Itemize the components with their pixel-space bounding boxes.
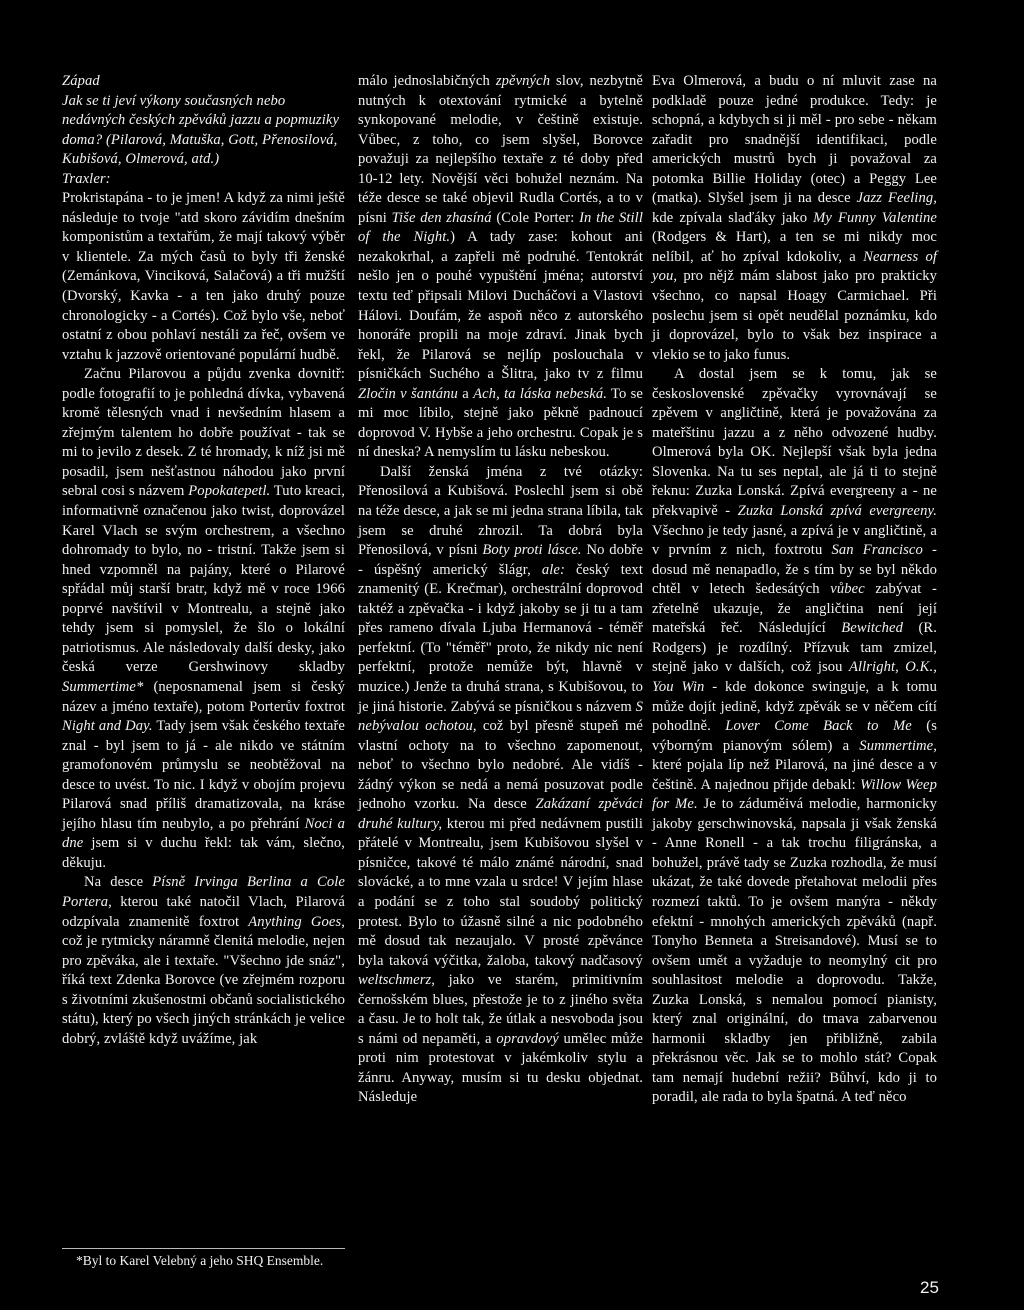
emphasis: weltschmerz,	[358, 972, 435, 989]
text-run: - dosud mě nenapadlo, že s tím by se byl někdo chtěl v letech šedesátých	[652, 542, 937, 598]
text-column-3	[652, 72, 937, 1108]
answer-paragraph	[62, 873, 345, 1049]
text-run: málo jednoslabičných	[358, 73, 496, 89]
text-run: To se mi moc líbilo, stejně jako pěkně padnoucí doprovod V. Hybše a jeho orchestru. Copak je s ní dneska? A nemyslím tu lásku nebeskou.	[358, 385, 644, 461]
text-run: pro nějž mám slabost jako pro prakticky všechno, co napsal Hoagy Carmichael. Při poslechu jsem si opět neudělal poznámku, kdo ji doprovázel, bylo to však bez inspirace a vlekio se to jako funus.	[652, 268, 937, 363]
album-title: Zakázaní zpěváci druhé kultury,	[358, 796, 643, 832]
text-run: ) A tady zase: kohout ani nezakokrhal, a zapřeli mě podruhé. Tentokrát nešlo jen o pouhé vypuštění jména; autorství textu teď připsali Milovi Ducháčovi a Vlastovi Hálovi. Doufám, že aspoň něco z autorského honoráře propili na moje zdraví. Jinak bych řekl, že Pilarová se nejlíp poslouchala v písničkách Suchého a Šlitra, jako tv z filmu	[358, 229, 643, 383]
text-column-1	[62, 72, 345, 1049]
text-run: což je rytmicky náramně členitá melodie, nejen pro zpěváka, ale i textaře. "Všechno jde snáz", říká text Zdenka Borovce (ve zřejmém rozporu s životními zkušenostmi občanů socialistického státu), který po všech jiných stránkách je velice dobrý, zvláště když uvážíme, jak	[62, 933, 345, 1047]
song-title: Boty proti lásce.	[482, 542, 582, 559]
text-column-2	[358, 72, 643, 1108]
text-run: český text znamenitý (E. Krečmar), orchestrální doprovod taktéž a zpěvačka - i když jakoby se ji tu a tam přes rameno dívala Ljuba Hermanová - téměř perfektní. (To "téměř" proto, že nikdy nic není perfektní, protože nemůže být, hlavně v muzice.) Jenže ta druhá strana, s Kubišovou, to je jiná historie. Zabývá se písničkou s názvem	[358, 561, 643, 715]
song-title: San Francisco	[831, 542, 923, 559]
text-run: umělec může proti nim protestovat v jakémkoliv stylu a žánru. Anyway, musím si tu desku objednat. Následuje	[358, 1030, 643, 1106]
emphasis: opravdový	[496, 1030, 559, 1047]
text-run: jsem si v duchu řekl: tak vám, slečno, děkuju.	[62, 835, 345, 871]
emphasis: vůbec	[830, 581, 865, 598]
song-title: Allright, O.K., You Win	[652, 659, 937, 695]
footnote-divider	[62, 1248, 345, 1249]
film-title: Zločin v šantánu	[358, 385, 458, 402]
answer-paragraph	[652, 72, 937, 365]
text-run: (neposnamenal jsem si český název a jméno textaře), potom Porterův foxtrot	[62, 678, 345, 715]
song-title: Anything Goes,	[248, 913, 345, 930]
text-run: kterou také natočil Vlach, Pilarová odzpívala znamenitě foxtrot	[62, 893, 345, 930]
song-title: Summertime,	[859, 737, 937, 754]
song-title: Popokatepetl.	[188, 483, 271, 500]
text-run: Začnu Pilarovou a půjdu zvenka dovnitř: podle fotografií to je pohledná dívka, vybavená kromě tělesných vnad i nevšedním hlasem a zřejmým talentem ho dobře používat - tak se mi to jevilo z desek. Z té hromady, k níž jsi mě posadil, jsem nešťastnou náhodou jako první sebral cosi s názvem	[62, 366, 345, 500]
interview-question: Jak se ti jeví výkony současných nebo nedávných českých zpěváků jazzu a popmuziky doma? (Pilarová, Matuška, Gott, Přenosilová, Kubišová, Olmerová, atd.)	[62, 92, 340, 168]
answer-paragraph	[358, 72, 643, 463]
text-run: - kde dokonce swinguje, a k tomu může dojít jedině, když zpěvák se v něčem cítí pohodlně.	[652, 678, 937, 735]
answer-paragraph	[358, 463, 643, 1108]
text-run: (Rodgers & Hart), a ten se mi nikdy moc nelíbil, ať ho zpíval kdokoliv, a	[652, 229, 937, 265]
text-run: což byl přesně stupeň mé vlastní ochoty na to všechno zapomenout, neboť to všechno bylo nedobré. Ale vidíš - žádný výkon se nedá a nemá posuzovat podle jednoho vzorku. Na desce	[358, 718, 643, 813]
song-title: Noci a dne	[62, 815, 345, 852]
song-title: Lover Come Back to Me	[725, 718, 912, 735]
text-run: jako ve starém, primitivním černošském blues, přestože je to z jiného světa a času. Je to holt tak, že útlak a nesvoboda jsou s námi od nepaměti, a	[358, 972, 643, 1047]
film-title: Ach, ta láska nebeská.	[473, 385, 607, 402]
text-run: A dostal jsem se k tomu, jak se československé zpěvačky vyrovnávají se zpěvem v angličtině, která je považována za mateřštinu jazzu a z něho odvozené hudby. Olmerová byla OK. Nejlepší však byla jedna Slovenka. Na tu ses neptal, ale já ti to stejně řeknu: Zuzka Lonská. Zpívá evergreeny a - ne překvapivě -	[652, 366, 937, 520]
album-title: Jazz Feeling,	[856, 190, 937, 207]
text-run: (Cole Porter:	[491, 209, 580, 226]
text-run: Eva Olmerová, a budu o ní mluvit zase na podkladě pouze jedné produkce. Tedy: je schopná, a kdybych si ji měl - pro sebe - někam zařadit pro snadnější identifikaci, podle amerických mustrů bych ji považoval za potomka Billie Holiday (otec) a Peggy Lee (matka). Slyšel jsem ji na desce	[652, 73, 937, 207]
song-title: Summertime*	[62, 678, 144, 695]
speaker-label-traxler: Traxler:	[62, 170, 111, 187]
emphasis: zpěvných	[495, 73, 551, 89]
album-title: Písně Irvinga Berlina a Cole Portera,	[62, 874, 345, 910]
footnote: *Byl to Karel Velebný a jeho SHQ Ensemble.	[76, 1253, 324, 1268]
text-run: které pojala líp než Pilarová, na jiné desce a v češtině. A najednou přijde debakl:	[652, 757, 937, 793]
song-title: Bewitched	[841, 620, 903, 637]
song-title: Willow Weep for Me.	[652, 776, 937, 813]
speaker-label-zapad: Západ	[62, 73, 100, 89]
song-title: Tiše den zhasíná	[391, 209, 492, 226]
text-run: kterou mi před nedávnem pustili přátelé v Montrealu, jsem Kubišovou slyšel v písničce, takové té málo známé národní, snad slovácké, a to mne vzala u srdce! V jejím hlase a podání se z toho stal soudobý politický protest. Bylo to úžasně silné a nic podobného mě dosud tak nezaujalo. V prosté zpěvánce byla taková výčitka, žaloba, takový nadčasový	[358, 815, 643, 969]
answer-paragraph	[62, 365, 345, 873]
emphasis: ale:	[541, 561, 565, 578]
text-run: Další ženská jména z tvé otázky: Přenosilová a Kubišová. Poslechl jsem si obě na téže desce, a jak se mi jedna strana líbila, tak jsem se druhé zhrozil. Ta dobrá byla Přenosilová, v písni	[358, 463, 643, 559]
song-title: Night and Day.	[62, 718, 153, 735]
text-run: slov, nezbytně nutných k otextování rytmické a bytelně synkopované melodie, v češtině existuje. Vůbec, z toho, co jsem slyšel, Borovce považuji za nejlepšího textaře z té doby před 10-12 lety. Novější věci bohužel neznám. Na téže desce se také objevil Rudla Cortés, a to v písni	[358, 73, 643, 226]
text-run: Všechno je tedy jasné, a zpívá je v angličtině, a v prvním z nich, foxtrotu	[652, 522, 937, 559]
text-run: No dobře - úspěšný americký šlágr,	[358, 542, 644, 578]
text-run: zabývat - zřetelně ukazuje, že angličtina není její mateřská řeč. Následující	[652, 581, 937, 637]
text-run: Na desce	[84, 874, 153, 891]
text-run: kde zpívala slaďáky jako	[652, 209, 814, 226]
song-title: In the Still of the Night.	[358, 209, 643, 246]
answer-paragraph	[652, 365, 937, 1108]
answer-paragraph: Prokristapána - to je jmen! A když za nimi ještě následuje to tvoje "atd skoro závidím dnešním komponistům a textařům, že mají takový výběr v klientele. Za mých časů to byly tři ženské (Zemánkova, Vinciková, Salačová) a tři mužští (Dvorský, Kavka - a ten jako druhý pouze chronologicky - a Cortés). Což bylo vše, neboť ostatní z obou pohlaví nestáli za řeč, ovšem ve vztahu k jazzově orientované populární hudbě.	[62, 190, 345, 363]
text-run: (R. Rodgers) je rozdílný. Přízvuk tam zmizel, stejně jako v dalších, což jsou	[652, 620, 937, 676]
text-run: Tuto kreaci, informativně označenou jako twist, doprovázel Karel Vlach se svým orchestrem, a všechno dohromady to bylo, no - tristní. Takže jsem si hned vzpomněl na pajány, které o Pilarové spřádal můj starší bratr, když mě v roce 1966 poprvé navštívil v Montrealu, a stejně jako tehdy jsem si pomyslel, že šlo o lokální patriotismus. Ale následovaly další desky, jako česká verze Gershwinovy skladby	[62, 483, 345, 676]
song-title: S nebývalou ochotou,	[358, 698, 643, 735]
text-run: Je to záduměivá melodie, harmonicky jakoby gerschwinovská, napsala ji však ženská - Anne Ronell - a tak trochu filigránska, a bohužel, právě tady se Zuzka rozhodla, že musí ukázat, že také dovede přetahovat melodii přes rozmezí taktů. To je ovšem manýra - někdy efektní - mnohých amerických zpěváků (např. Tonyho Benneta a Streisandové). Musí se to ovšem umět a vyžaduje to neomylný cit pro souhlasitost melodie a doprovodu. Takže, Zuzka Lonská, s nemalou pomocí pianisty, který znal originální, do tmava zabarvenou harmonii skladby jen přibližně, zabila překrásnou věc. Jak se to mohlo stát? Copak tam nemají hudební režii? Bůhví, kdo ji to poradil, ale rada to byla špatná. A teď něco	[652, 796, 937, 1106]
page-number: 25	[920, 1278, 939, 1297]
album-title: Zuzka Lonská zpívá evergreeny.	[737, 503, 938, 520]
song-title: Nearness of you,	[652, 248, 938, 285]
text-run: a	[457, 385, 474, 402]
text-run: (s výborným pianovým sólem) a	[652, 718, 937, 754]
song-title: My Funny Valentine	[813, 209, 937, 226]
text-run: Tady jsem však českého textaře znal - byl jsem to já - ale nikdo ve státním gramofonovém průmyslu se neobtěžoval na desce to uvést. To nic. I když v obojím projevu Pilarová snad příliš dramatizovala, na kráse jejího hlasu tím neubylo, a po přehrání	[62, 718, 345, 832]
